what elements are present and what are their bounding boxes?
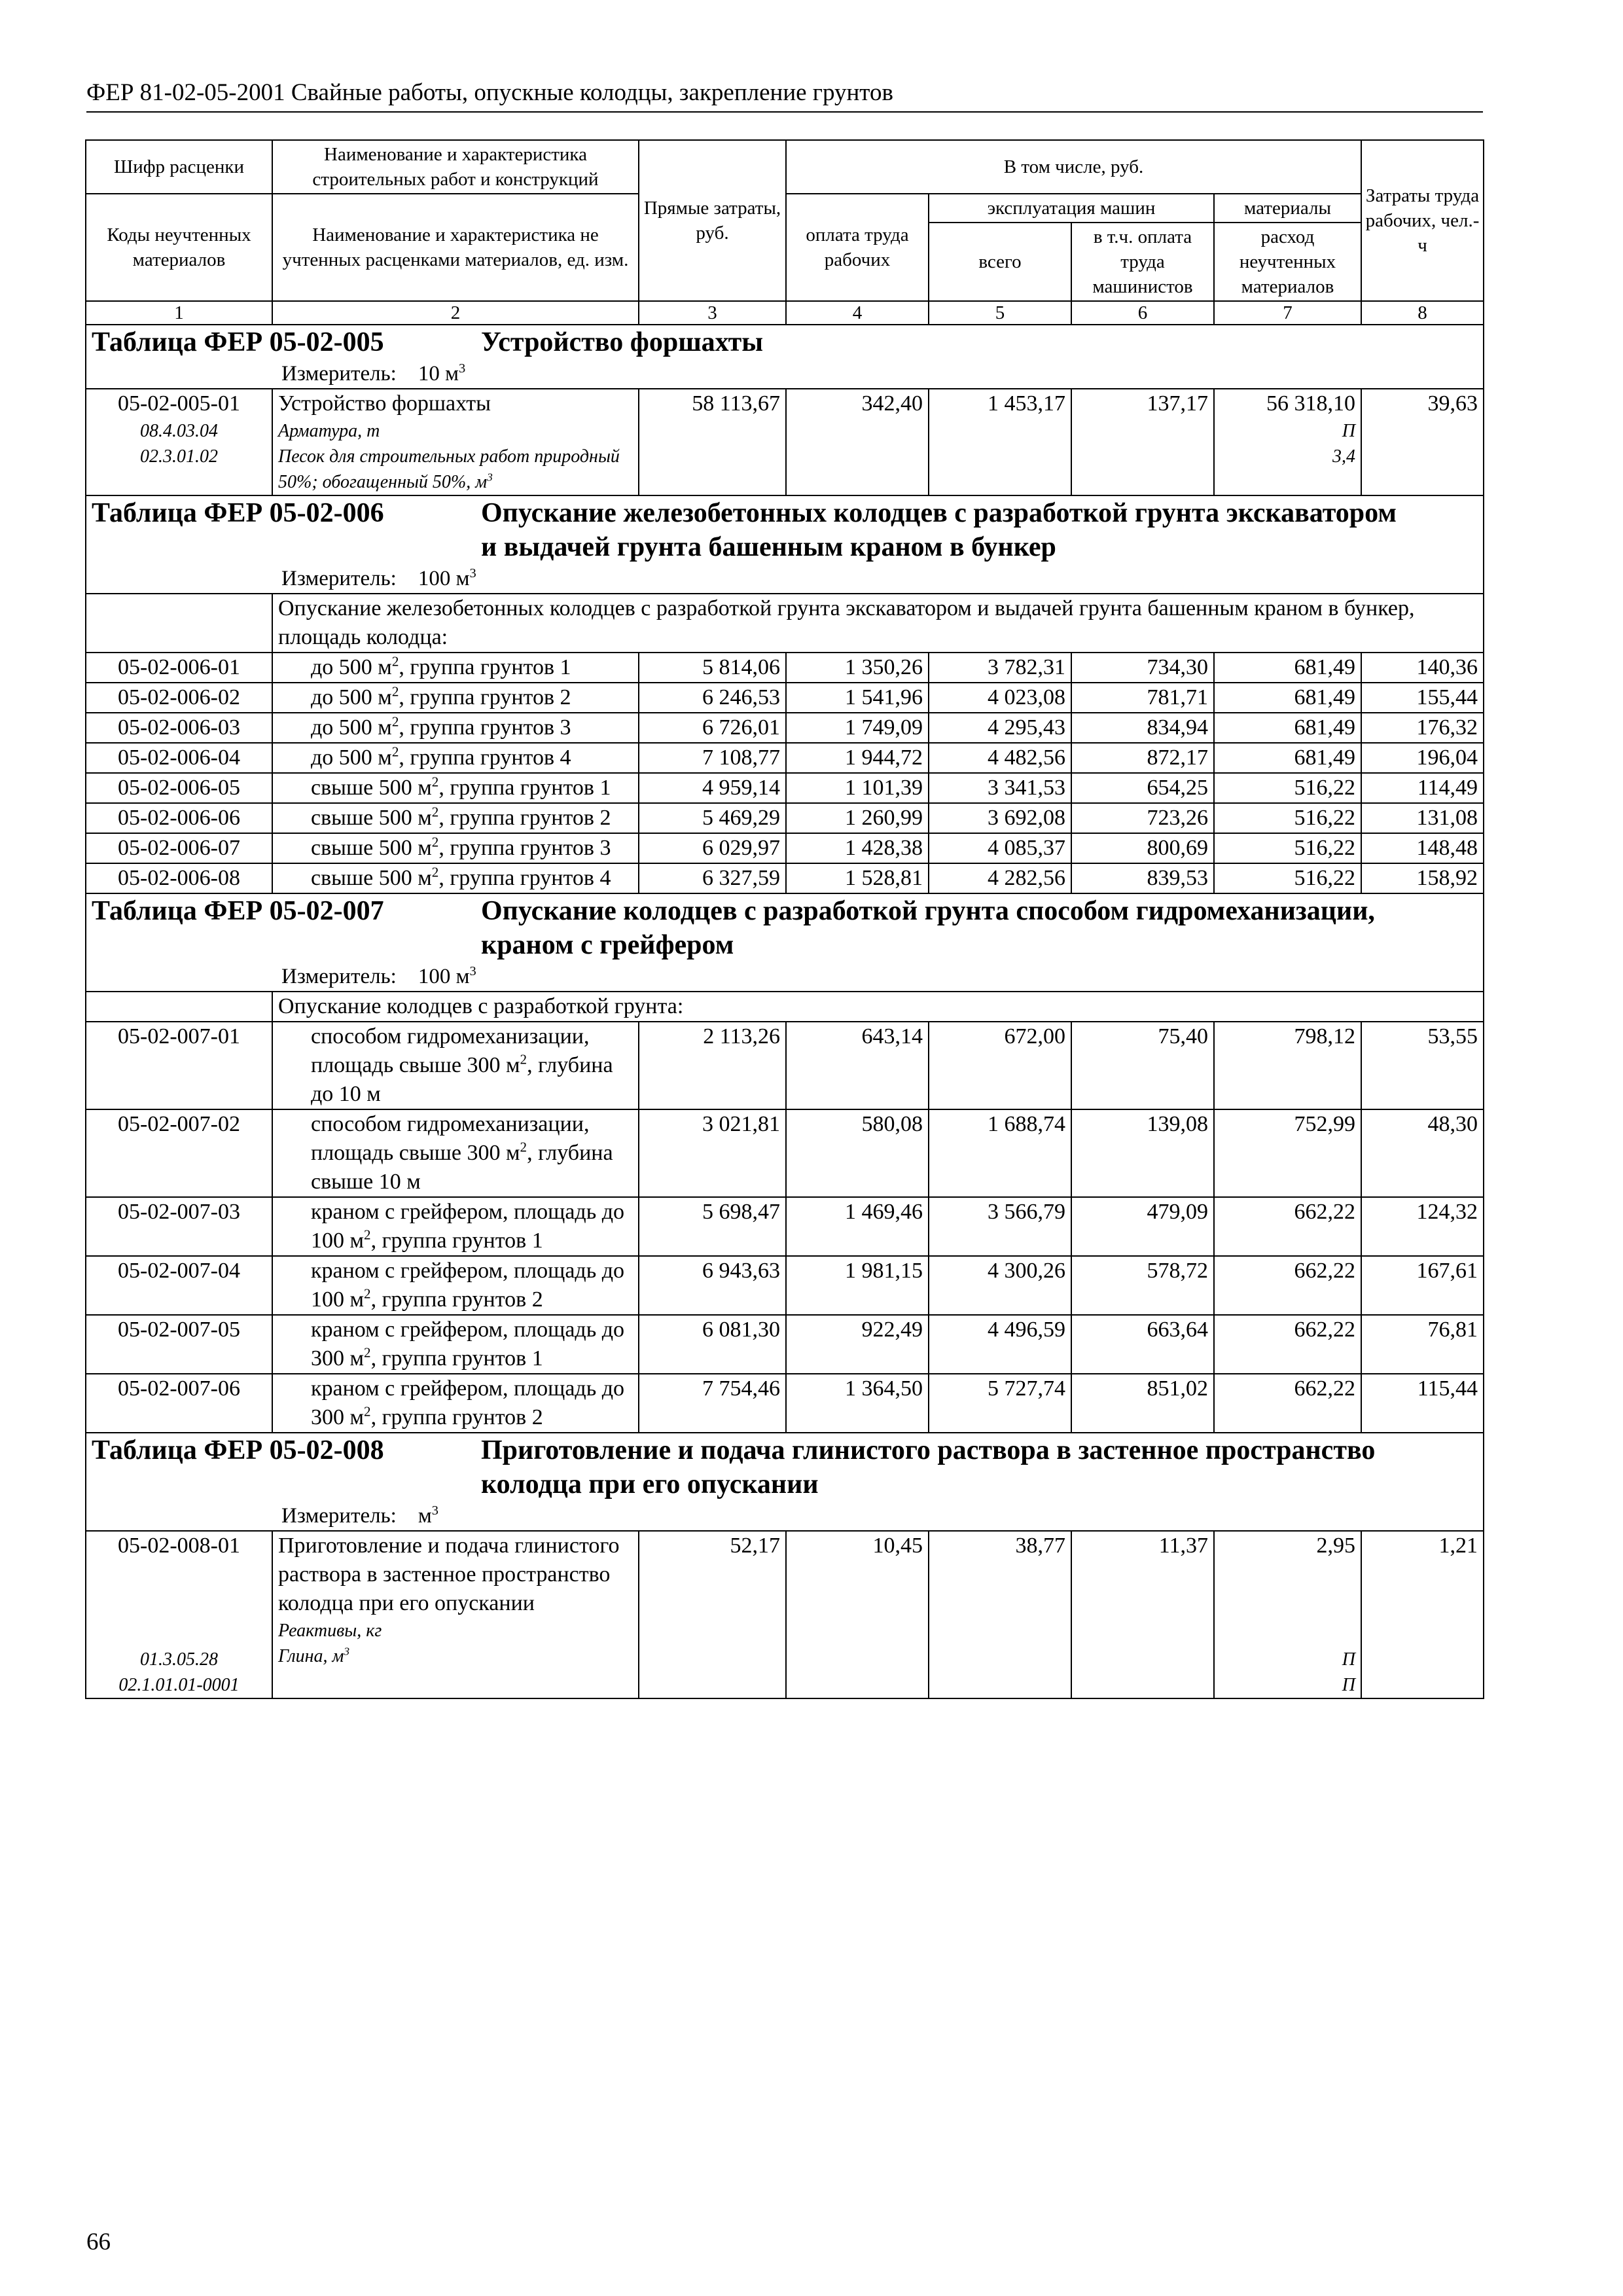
- measure-label: Измеритель:: [281, 567, 397, 590]
- rate-code: 05-02-007-04: [86, 1256, 272, 1315]
- measure-label: Измеритель:: [281, 1504, 397, 1528]
- direct-cost: 4 959,14: [639, 773, 786, 803]
- rate-code: 05-02-006-08: [86, 863, 272, 893]
- machines-total: 5 727,74: [929, 1374, 1071, 1433]
- direct-cost: 6 246,53: [639, 683, 786, 713]
- labor-pay: 1 364,50: [786, 1374, 929, 1433]
- rate-code: 05-02-007-01: [86, 1022, 272, 1109]
- rate-code: 05-02-007-03: [86, 1197, 272, 1256]
- section-table-number: Таблица ФЕР 05-02-008: [92, 1435, 384, 1465]
- table-row: [86, 1315, 1484, 1374]
- section-table-number: Таблица ФЕР 05-02-007: [92, 896, 384, 926]
- rate-name: до 500 $м^2$, группа грунтов 1: [272, 653, 639, 683]
- labor-pay: 1 749,09: [786, 713, 929, 743]
- machines-total: 4 300,26: [929, 1256, 1071, 1315]
- direct-cost: 3 021,81: [639, 1109, 786, 1197]
- labor-pay: 1 528,81: [786, 863, 929, 893]
- measure-label: Измеритель:: [281, 362, 397, 386]
- material-code: 02.3.01.02: [140, 446, 218, 467]
- rate-code: 05-02-006-03: [86, 713, 272, 743]
- section-05-02-005: [86, 325, 1484, 495]
- materials: 662,22: [1214, 1315, 1361, 1374]
- section-05-02-007: [86, 893, 1484, 1433]
- column-number: 8: [1361, 301, 1484, 325]
- section-intro: Опускание железобетонных колодцев с разработкой грунта экскаватором и выдачей грунта башенным краном в бункер, площадь колодца:: [272, 594, 1484, 653]
- machines-labor: 663,64: [1071, 1315, 1214, 1374]
- rate-name: способом гидромеханизации, площадь свыше 300 $м^2$, глубина до 10 м: [272, 1022, 639, 1109]
- machines-labor: 654,25: [1071, 773, 1214, 803]
- rate-name: краном с грейфером, площадь до 100 $м^2$, группа грунтов 1: [272, 1197, 639, 1256]
- labor-hours: 131,08: [1361, 803, 1484, 833]
- section-title: [86, 1433, 1484, 1501]
- materials: 681,49: [1214, 743, 1361, 773]
- labor-hours: 115,44: [1361, 1374, 1484, 1433]
- machines-labor: 851,02: [1071, 1374, 1214, 1433]
- machines-total: 672,00: [929, 1022, 1071, 1109]
- header-materials: материалы: [1214, 194, 1361, 223]
- material-use: П: [1342, 421, 1355, 441]
- machines-labor: 723,26: [1071, 803, 1214, 833]
- labor-pay: 1 944,72: [786, 743, 929, 773]
- section-table-number: Таблица ФЕР 05-02-005: [92, 327, 384, 357]
- direct-cost: 6 081,30: [639, 1315, 786, 1374]
- material-code: 08.4.03.04: [140, 421, 218, 441]
- machines-total: 3 566,79: [929, 1197, 1071, 1256]
- header-code: Шифр расценки: [86, 140, 272, 194]
- page-number: 66: [86, 2229, 111, 2255]
- machines-labor: 578,72: [1071, 1256, 1214, 1315]
- table-row: [86, 863, 1484, 893]
- rate-name: свыше 500 $м^2$, группа грунтов 1: [272, 773, 639, 803]
- table-row: [86, 1256, 1484, 1315]
- materials: 516,22: [1214, 863, 1361, 893]
- section-measure: Измеритель: 100 $м^3$: [86, 962, 1484, 992]
- rate-name: свыше 500 $м^2$, группа грунтов 2: [272, 803, 639, 833]
- direct-cost: 58 113,67: [639, 389, 786, 495]
- direct-cost: 7 108,77: [639, 743, 786, 773]
- column-number: 3: [639, 301, 786, 325]
- machines-total: 3 782,31: [929, 653, 1071, 683]
- measure-value: м: [418, 1504, 432, 1528]
- header-materials-use: расход неучтенных материалов: [1214, 223, 1361, 301]
- column-number: 4: [786, 301, 929, 325]
- labor-hours: 114,49: [1361, 773, 1484, 803]
- header-including: В том числе, руб.: [786, 140, 1361, 194]
- section-name: Опускание колодцев с разработкой грунта способом гидромеханизации, краном с грейфером: [481, 896, 1375, 960]
- labor-hours: 48,30: [1361, 1109, 1484, 1197]
- rate-code: 05-02-006-04: [86, 743, 272, 773]
- table-row: [86, 1374, 1484, 1433]
- labor-hours: 124,32: [1361, 1197, 1484, 1256]
- machines-labor: 781,71: [1071, 683, 1214, 713]
- labor-hours: 176,32: [1361, 713, 1484, 743]
- machines-labor: 872,17: [1071, 743, 1214, 773]
- labor-pay: 1 101,39: [786, 773, 929, 803]
- material-use: П: [1342, 1675, 1355, 1695]
- machines-labor: 734,30: [1071, 653, 1214, 683]
- rate-code: 05-02-006-02: [86, 683, 272, 713]
- table-row: [86, 683, 1484, 713]
- machines-labor: 834,94: [1071, 713, 1214, 743]
- direct-cost: 5 814,06: [639, 653, 786, 683]
- labor-hours: 76,81: [1361, 1315, 1484, 1374]
- materials: 681,49: [1214, 653, 1361, 683]
- direct-cost: 6 943,63: [639, 1256, 786, 1315]
- header-machines-total: всего: [929, 223, 1071, 301]
- material-name: Глина, $м^3$: [278, 1645, 350, 1666]
- materials: 662,22: [1214, 1256, 1361, 1315]
- machines-total: 38,77: [929, 1531, 1071, 1698]
- header-name-unaccounted: Наименование и характеристика не учтенных расценками материалов, ед. изм.: [272, 194, 639, 301]
- labor-hours: 158,92: [1361, 863, 1484, 893]
- section-intro: Опускание колодцев с разработкой грунта:: [272, 992, 1484, 1022]
- rate-code: 05-02-007-06: [86, 1374, 272, 1433]
- machines-labor: 839,53: [1071, 863, 1214, 893]
- rate-name: способом гидромеханизации, площадь свыше 300 $м^2$, глубина свыше 10 м: [272, 1109, 639, 1197]
- section-measure: Измеритель: 10 $м^3$: [86, 359, 1484, 389]
- section-name: Опускание железобетонных колодцев с разработкой грунта экскаватором и выдачей грунта башенным краном в бункер: [481, 498, 1397, 562]
- section-measure: Измеритель: 100 $м^3$: [86, 564, 1484, 594]
- machines-total: 4 023,08: [929, 683, 1071, 713]
- direct-cost: 5 469,29: [639, 803, 786, 833]
- labor-pay: 1 428,38: [786, 833, 929, 863]
- machines-labor: 11,37: [1071, 1531, 1214, 1698]
- header-labor-cost: Затраты труда рабочих, чел.-ч: [1361, 140, 1484, 301]
- materials: 2,95 П П: [1214, 1531, 1361, 1698]
- machines-labor: 75,40: [1071, 1022, 1214, 1109]
- column-numbers-row: [86, 301, 1484, 325]
- material-name: Реактивы, кг: [278, 1621, 382, 1641]
- rate-code: 05-02-006-01: [86, 653, 272, 683]
- labor-pay: 643,14: [786, 1022, 929, 1109]
- labor-hours: 167,61: [1361, 1256, 1484, 1315]
- header-machines: эксплуатация машин: [929, 194, 1214, 223]
- column-number: 6: [1071, 301, 1214, 325]
- rate-name: до 500 $м^2$, группа грунтов 2: [272, 683, 639, 713]
- table-row: [86, 389, 1484, 495]
- measure-value: 100 м: [418, 965, 470, 988]
- labor-hours: 39,63: [1361, 389, 1484, 495]
- column-number: 1: [86, 301, 272, 325]
- rate-code: 05-02-008-01 01.3.05.28 02.1.01.01-0001: [86, 1531, 272, 1698]
- machines-labor: 800,69: [1071, 833, 1214, 863]
- labor-hours: 196,04: [1361, 743, 1484, 773]
- rate-code: 05-02-005-01 08.4.03.04 02.3.01.02: [86, 389, 272, 495]
- rate-code: 05-02-007-05: [86, 1315, 272, 1374]
- table-row: [86, 1531, 1484, 1698]
- direct-cost: 6 327,59: [639, 863, 786, 893]
- labor-hours: 155,44: [1361, 683, 1484, 713]
- table-row: [86, 803, 1484, 833]
- labor-pay: 1 350,26: [786, 653, 929, 683]
- direct-cost: 6 029,97: [639, 833, 786, 863]
- header-labor-pay: оплата труда рабочих: [786, 194, 929, 301]
- table-row: [86, 1197, 1484, 1256]
- material-code: 01.3.05.28: [140, 1649, 218, 1670]
- measure-label: Измеритель:: [281, 965, 397, 988]
- machines-labor: 137,17: [1071, 389, 1214, 495]
- material-name: Арматура, т: [278, 421, 380, 441]
- column-number: 5: [929, 301, 1071, 325]
- rate-name: до 500 $м^2$, группа грунтов 3: [272, 713, 639, 743]
- labor-hours: 148,48: [1361, 833, 1484, 863]
- machines-total: 4 085,37: [929, 833, 1071, 863]
- rate-name: Приготовление и подача глинистого раствора в застенное пространство колодца при его опускании Реактивы, кг Глина, $м^3$: [272, 1531, 639, 1698]
- measure-value: 100 м: [418, 567, 470, 590]
- section-title: [86, 325, 1484, 359]
- labor-hours: 1,21: [1361, 1531, 1484, 1698]
- labor-hours: 53,55: [1361, 1022, 1484, 1109]
- material-code: 02.1.01.01-0001: [118, 1675, 240, 1695]
- materials: 56 318,10 П 3,4: [1214, 389, 1361, 495]
- rate-code: 05-02-006-07: [86, 833, 272, 863]
- header-direct: Прямые затраты, руб.: [639, 140, 786, 301]
- labor-pay: 10,45: [786, 1531, 929, 1698]
- machines-total: 1 453,17: [929, 389, 1071, 495]
- materials: 662,22: [1214, 1197, 1361, 1256]
- rate-code: 05-02-006-06: [86, 803, 272, 833]
- rate-name: Устройство форшахты Арматура, т Песок для строительных работ природный 50%; обогащенный 50%, $м^3$: [272, 389, 639, 495]
- rates-table: [85, 139, 1484, 1699]
- section-title: [86, 893, 1484, 962]
- materials: 681,49: [1214, 713, 1361, 743]
- section-name: Приготовление и подача глинистого раствора в застенное пространство колодца при его опускании: [481, 1435, 1376, 1499]
- machines-total: 4 482,56: [929, 743, 1071, 773]
- machines-total: 4 496,59: [929, 1315, 1071, 1374]
- section-measure: Измеритель: $м^3$: [86, 1501, 1484, 1531]
- rate-code: 05-02-006-05: [86, 773, 272, 803]
- labor-hours: 140,36: [1361, 653, 1484, 683]
- running-head: ФЕР 81-02-05-2001 Свайные работы, опускные колодцы, закрепление грунтов: [86, 77, 1483, 113]
- column-number: 2: [272, 301, 639, 325]
- table-row: [86, 743, 1484, 773]
- machines-total: 3 341,53: [929, 773, 1071, 803]
- labor-pay: 1 981,15: [786, 1256, 929, 1315]
- rate-name: свыше 500 $м^2$, группа грунтов 3: [272, 833, 639, 863]
- section-05-02-008: [86, 1433, 1484, 1698]
- header-codes-unaccounted: Коды неучтенных материалов: [86, 194, 272, 301]
- table-row: [86, 833, 1484, 863]
- rate-code: 05-02-007-02: [86, 1109, 272, 1197]
- table-row: [86, 1022, 1484, 1109]
- materials: 681,49: [1214, 683, 1361, 713]
- materials: 752,99: [1214, 1109, 1361, 1197]
- table-row: [86, 1109, 1484, 1197]
- labor-pay: 342,40: [786, 389, 929, 495]
- rate-name: свыше 500 $м^2$, группа грунтов 4: [272, 863, 639, 893]
- material-name: Песок для строительных работ природный 50%; обогащенный 50%, $м^3$: [278, 446, 620, 492]
- machines-total: 3 692,08: [929, 803, 1071, 833]
- machines-total: 4 295,43: [929, 713, 1071, 743]
- labor-pay: 922,49: [786, 1315, 929, 1374]
- header-name: Наименование и характеристика строительных работ и конструкций: [272, 140, 639, 194]
- direct-cost: 2 113,26: [639, 1022, 786, 1109]
- header-machines-labor: в т.ч. оплата труда машинистов: [1071, 223, 1214, 301]
- materials: 798,12: [1214, 1022, 1361, 1109]
- rate-name: краном с грейфером, площадь до 300 $м^2$, группа грунтов 1: [272, 1315, 639, 1374]
- rate-name: краном с грейфером, площадь до 300 $м^2$, группа грунтов 2: [272, 1374, 639, 1433]
- table-row: [86, 653, 1484, 683]
- materials: 662,22: [1214, 1374, 1361, 1433]
- measure-value: 10 м: [418, 362, 459, 386]
- section-05-02-006: [86, 495, 1484, 893]
- materials: 516,22: [1214, 773, 1361, 803]
- labor-pay: 1 260,99: [786, 803, 929, 833]
- machines-total: 4 282,56: [929, 863, 1071, 893]
- direct-cost: 7 754,46: [639, 1374, 786, 1433]
- material-use: П: [1342, 1649, 1355, 1670]
- machines-labor: 139,08: [1071, 1109, 1214, 1197]
- section-title: [86, 495, 1484, 564]
- materials: 516,22: [1214, 833, 1361, 863]
- materials: 516,22: [1214, 803, 1361, 833]
- direct-cost: 6 726,01: [639, 713, 786, 743]
- machines-total: 1 688,74: [929, 1109, 1071, 1197]
- section-name: Устройство форшахты: [481, 327, 764, 357]
- labor-pay: 580,08: [786, 1109, 929, 1197]
- column-number: 7: [1214, 301, 1361, 325]
- labor-pay: 1 541,96: [786, 683, 929, 713]
- table-row: [86, 773, 1484, 803]
- table-header: [86, 140, 1484, 325]
- material-use: 3,4: [1332, 446, 1355, 467]
- direct-cost: 52,17: [639, 1531, 786, 1698]
- rate-name: краном с грейфером, площадь до 100 $м^2$, группа грунтов 2: [272, 1256, 639, 1315]
- machines-labor: 479,09: [1071, 1197, 1214, 1256]
- labor-pay: 1 469,46: [786, 1197, 929, 1256]
- rate-name: до 500 $м^2$, группа грунтов 4: [272, 743, 639, 773]
- table-row: [86, 713, 1484, 743]
- direct-cost: 5 698,47: [639, 1197, 786, 1256]
- section-table-number: Таблица ФЕР 05-02-006: [92, 498, 384, 528]
